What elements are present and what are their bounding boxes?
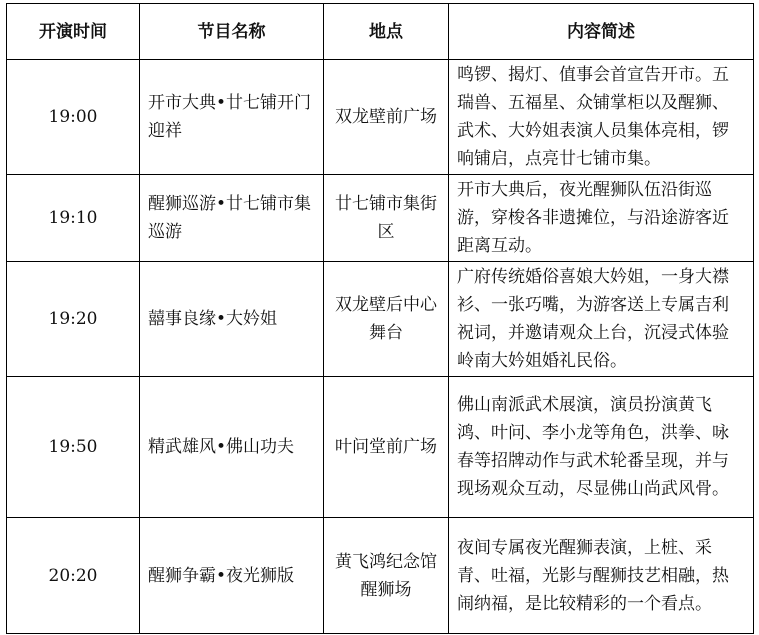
- program-name-text: 醒狮争霸•夜光狮版: [148, 565, 295, 586]
- location-text: 双龙壁前广场: [335, 107, 437, 127]
- cell-program-name: [140, 518, 324, 634]
- table-row: [7, 60, 754, 175]
- program-name-text: 囍事良缘•大妗姐: [148, 309, 278, 329]
- cell-description: [449, 262, 754, 377]
- schedule-table: [6, 3, 754, 634]
- cell-description: [449, 175, 754, 262]
- location-text: 廿七铺市集街区: [335, 194, 437, 242]
- header-location: 地点: [324, 4, 449, 60]
- description-text: 广府传统婚俗喜娘大妗姐，一身大襟衫、一张巧嘴，为游客送上专属吉利祝词，并邀请观众上台，沉浸式体验岭南大妗姐婚礼民俗。: [457, 267, 729, 371]
- description-text: 鸣锣、揭灯、值事会首宣告开市。五瑞兽、五福星、众铺掌柜以及醒狮、武术、大妗姐表演人员集体亮相，锣响铺启，点亮廿七铺市集。: [457, 65, 729, 169]
- table-row: [7, 377, 754, 518]
- header-time: 开演时间: [7, 4, 140, 60]
- schedule-table-wrapper: [6, 3, 753, 634]
- cell-time: 19:10: [7, 175, 140, 262]
- location-text: 黄飞鸿纪念馆醒狮场: [335, 551, 437, 600]
- table-row: [7, 262, 754, 377]
- cell-description: [449, 377, 754, 518]
- cell-program-name: [140, 377, 324, 518]
- table-row: [7, 518, 754, 634]
- cell-location: [324, 175, 449, 262]
- location-text: 双龙壁后中心舞台: [335, 295, 437, 343]
- cell-time: 19:20: [7, 262, 140, 377]
- table-header-row: [7, 4, 754, 60]
- cell-description: [449, 518, 754, 634]
- program-name-text: 醒狮巡游•廿七铺市集巡游: [148, 194, 312, 242]
- description-text: 开市大典后，夜光醒狮队伍沿街巡游，穿梭各非遗摊位，与沿途游客近距离互动。: [457, 180, 729, 256]
- location-text: 叶问堂前广场: [335, 437, 437, 457]
- cell-location: [324, 60, 449, 175]
- cell-program-name: [140, 175, 324, 262]
- cell-location: [324, 518, 449, 634]
- header-program-name: 节目名称: [140, 4, 324, 60]
- cell-description: [449, 60, 754, 175]
- cell-program-name: [140, 60, 324, 175]
- table-row: [7, 175, 754, 262]
- program-name-text: 开市大典•廿七铺开门迎祥: [148, 93, 312, 141]
- description-text: 夜间专属夜光醒狮表演，上桩、采青、吐福，光影与醒狮技艺相融，热闹纳福，是比较精彩的一个看点。: [457, 537, 729, 614]
- description-text: 佛山南派武术展演，演员扮演黄飞鸿、叶问、李小龙等角色，洪拳、咏春等招牌动作与武术轮番呈现，并与现场观众互动，尽显佛山尚武风骨。: [457, 395, 729, 499]
- cell-time: 19:50: [7, 377, 140, 518]
- cell-location: [324, 377, 449, 518]
- cell-time: 20:20: [7, 518, 140, 634]
- cell-program-name: [140, 262, 324, 377]
- header-description: 内容简述: [449, 4, 754, 60]
- program-name-text: 精武雄风•佛山功夫: [148, 437, 295, 457]
- cell-time: 19:00: [7, 60, 140, 175]
- cell-location: [324, 262, 449, 377]
